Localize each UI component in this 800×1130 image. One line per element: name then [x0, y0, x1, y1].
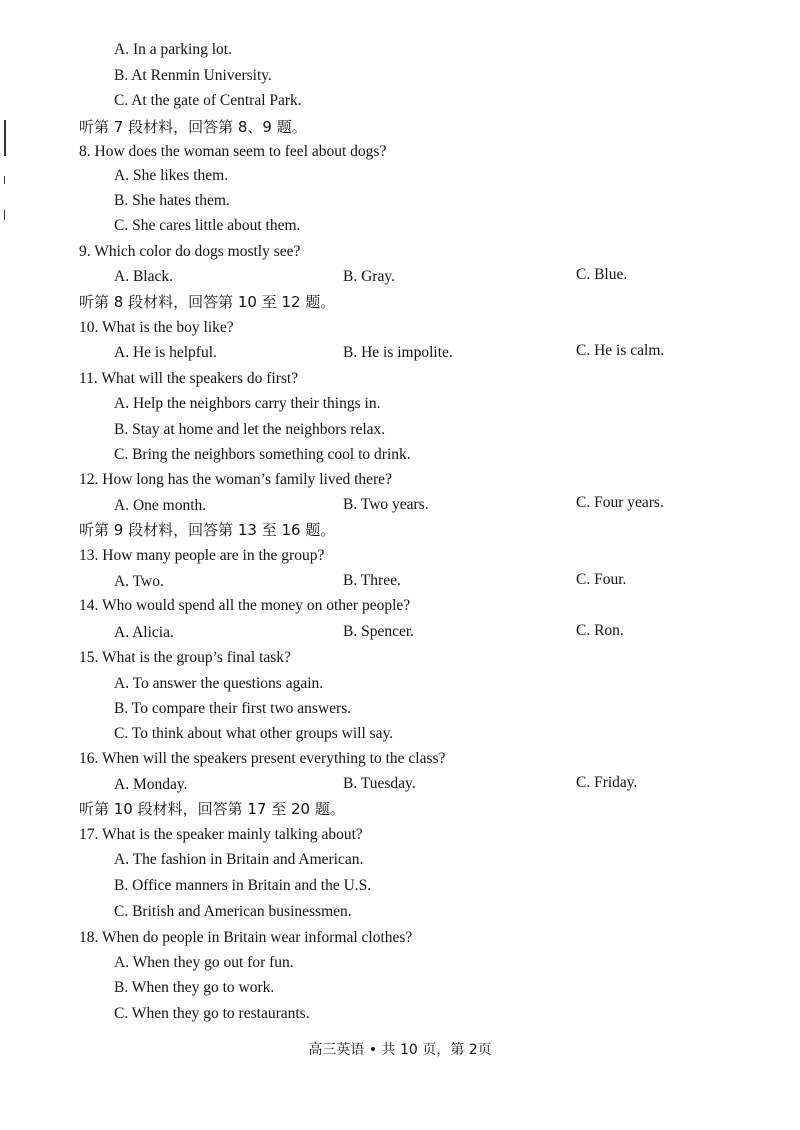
q8-option-a: A. She likes them.	[114, 167, 229, 184]
section-7-instruction: 听第 7 段材料，回答第 8、9 题。	[79, 118, 307, 136]
q8-stem: 8. How does the woman seem to feel about dogs?	[79, 143, 387, 160]
q18-option-c: C. When they go to restaurants.	[114, 1005, 310, 1022]
q10-option-b: B. He is impolite.	[343, 344, 453, 361]
q16-option-b: B. Tuesday.	[343, 775, 416, 792]
q16-option-a: A. Monday.	[114, 776, 188, 793]
q9-option-c: C. Blue.	[576, 266, 628, 283]
q14-option-b: B. Spencer.	[343, 623, 415, 640]
q13-option-b: B. Three.	[343, 572, 401, 589]
margin-mark	[4, 176, 5, 184]
q9-option-b: B. Gray.	[343, 268, 395, 285]
q11-option-c: C. Bring the neighbors something cool to drink.	[114, 446, 411, 463]
q15-option-a: A. To answer the questions again.	[114, 675, 324, 692]
q7-option-a: A. In a parking lot.	[114, 41, 232, 58]
q15-option-c: C. To think about what other groups will say.	[114, 725, 394, 742]
q15-stem: 15. What is the group’s final task?	[79, 649, 291, 666]
q8-option-b: B. She hates them.	[114, 192, 230, 209]
q10-option-c: C. He is calm.	[576, 342, 665, 359]
q9-stem: 9. Which color do dogs mostly see?	[79, 243, 301, 260]
q15-option-b: B. To compare their first two answers.	[114, 700, 352, 717]
q17-option-c: C. British and American businessmen.	[114, 903, 352, 920]
q8-option-c: C. She cares little about them.	[114, 217, 301, 234]
q7-option-b: B. At Renmin University.	[114, 67, 272, 84]
q11-option-a: A. Help the neighbors carry their things in.	[114, 395, 381, 412]
margin-mark	[4, 210, 5, 220]
q16-stem: 16. When will the speakers present everything to the class?	[79, 750, 446, 767]
q18-option-a: A. When they go out for fun.	[114, 954, 294, 971]
q12-option-a: A. One month.	[114, 497, 207, 514]
q18-option-b: B. When they go to work.	[114, 979, 275, 996]
q14-option-a: A. Alicia.	[114, 624, 174, 641]
section-8-instruction: 听第 8 段材料，回答第 10 至 12 题。	[79, 293, 336, 311]
q17-option-b: B. Office manners in Britain and the U.S.	[114, 877, 372, 894]
q13-option-a: A. Two.	[114, 573, 164, 590]
q7-option-c: C. At the gate of Central Park.	[114, 92, 302, 109]
q12-option-b: B. Two years.	[343, 496, 429, 513]
q14-option-c: C. Ron.	[576, 622, 624, 639]
q16-option-c: C. Friday.	[576, 774, 638, 791]
q11-option-b: B. Stay at home and let the neighbors relax.	[114, 421, 386, 438]
section-9-instruction: 听第 9 段材料，回答第 13 至 16 题。	[79, 521, 336, 539]
q17-option-a: A. The fashion in Britain and American.	[114, 851, 364, 868]
q18-stem: 18. When do people in Britain wear informal clothes?	[79, 929, 413, 946]
q17-stem: 17. What is the speaker mainly talking about?	[79, 826, 363, 843]
q12-stem: 12. How long has the woman’s family lived there?	[79, 471, 392, 488]
q12-option-c: C. Four years.	[576, 494, 664, 511]
q10-stem: 10. What is the boy like?	[79, 319, 234, 336]
q13-option-c: C. Four.	[576, 571, 627, 588]
q11-stem: 11. What will the speakers do first?	[79, 370, 299, 387]
margin-mark	[4, 120, 6, 156]
q9-option-a: A. Black.	[114, 268, 173, 285]
q10-option-a: A. He is helpful.	[114, 344, 217, 361]
q13-stem: 13. How many people are in the group?	[79, 547, 325, 564]
page-footer: 高三英语 • 共 10 页，第 2页	[308, 1042, 492, 1058]
q14-stem: 14. Who would spend all the money on other people?	[79, 597, 411, 614]
section-10-instruction: 听第 10 段材料，回答第 17 至 20 题。	[79, 800, 345, 818]
